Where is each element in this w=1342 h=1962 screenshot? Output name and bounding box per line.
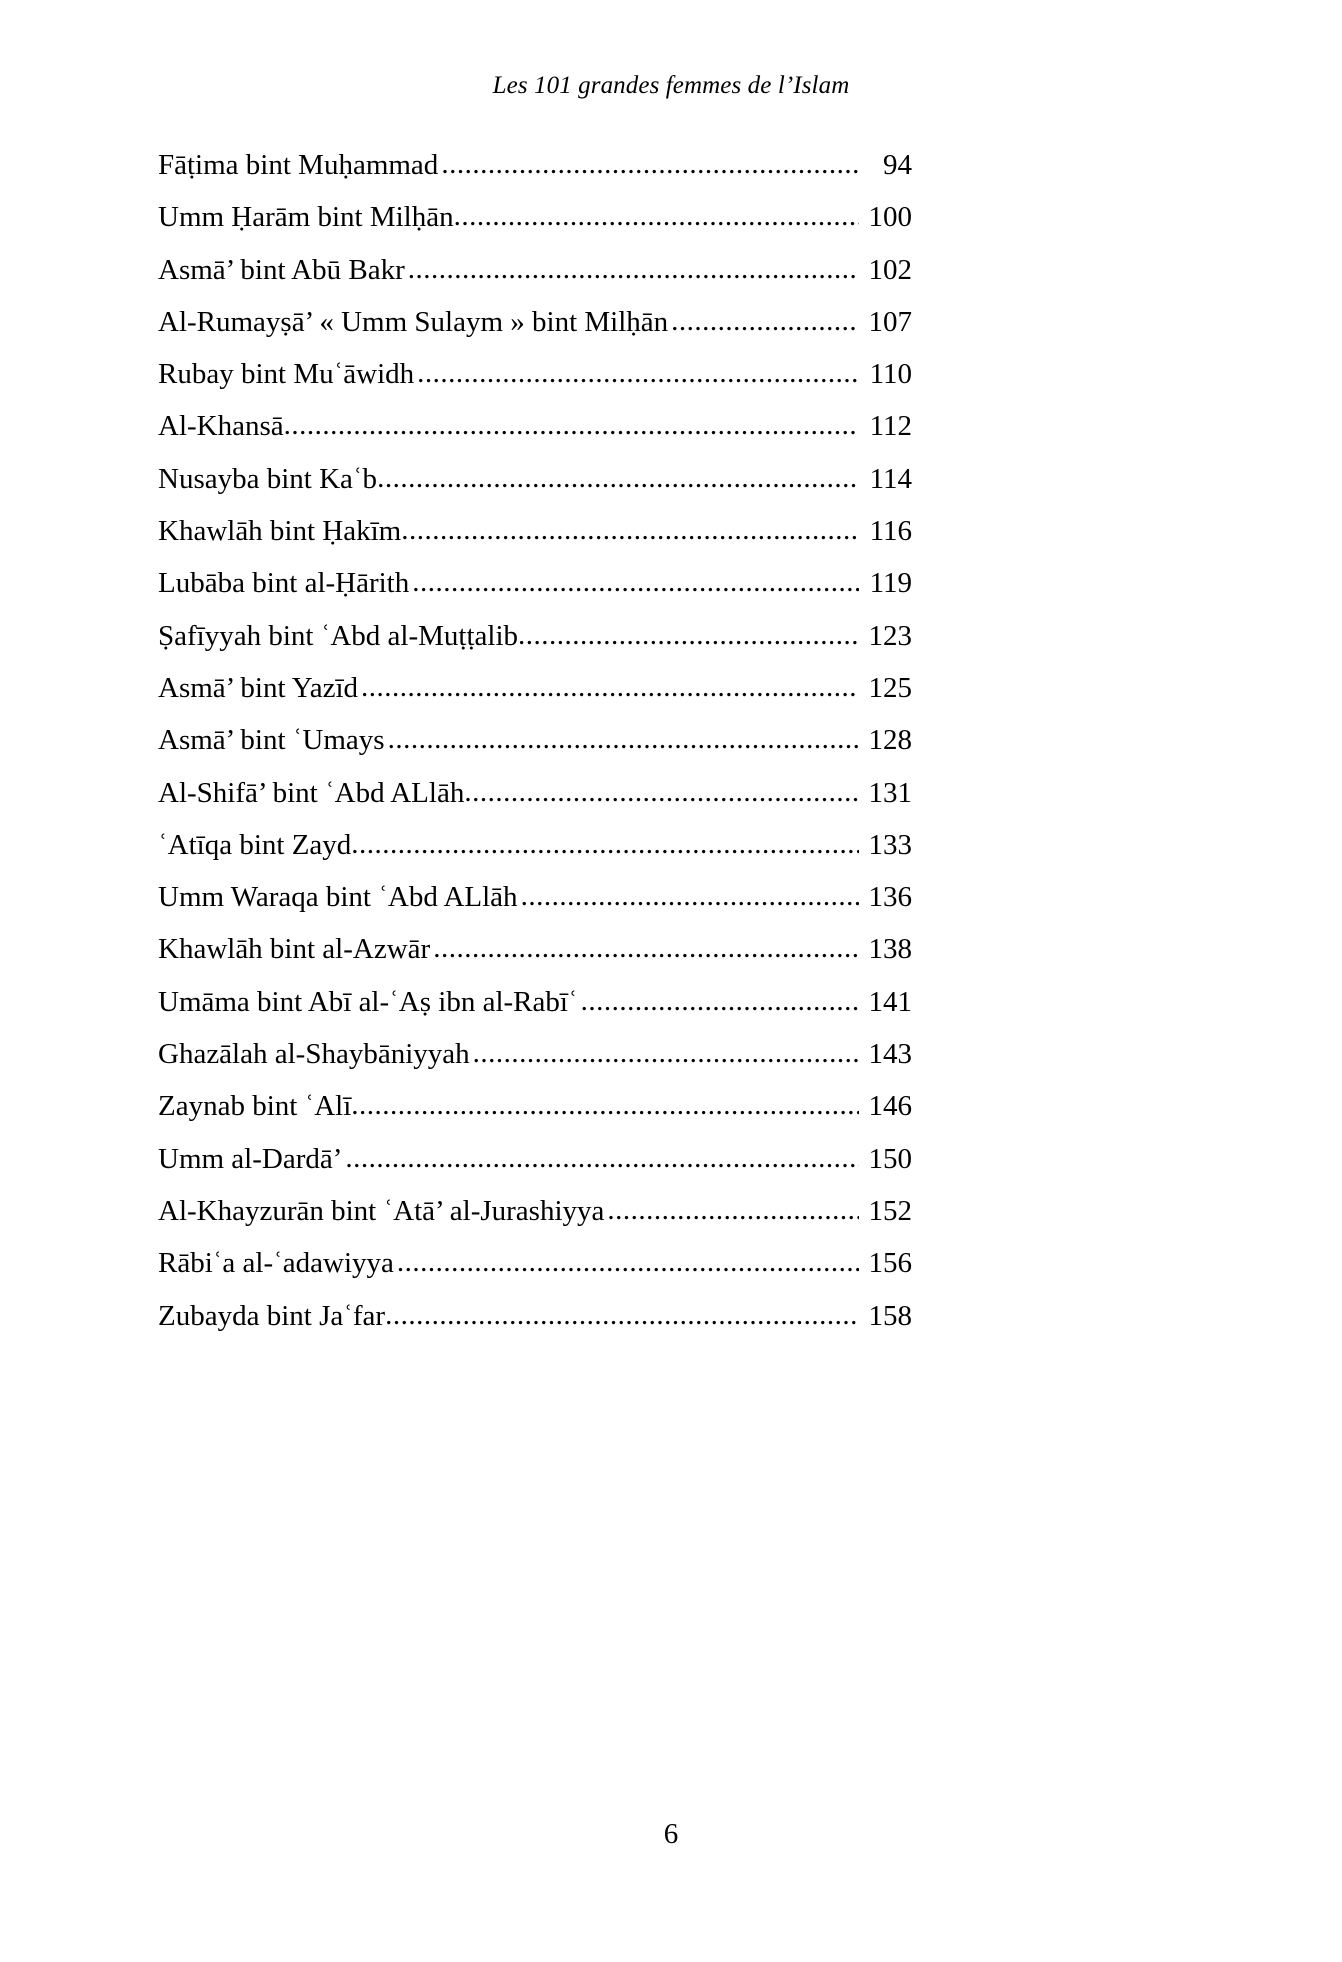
toc-entry[interactable]	[158, 934, 912, 986]
toc-leader-dots	[433, 933, 859, 963]
toc-leader-dots	[345, 1143, 859, 1173]
toc-entry[interactable]	[158, 621, 912, 673]
toc-entry[interactable]	[158, 202, 912, 254]
toc-entry-title: Khawlāh bint Ḥakīm	[158, 515, 402, 548]
toc-entry-title: Khawlāh bint al-Azwār	[158, 933, 431, 966]
toc-entry-title: Zubayda bint Jaʿfar	[158, 1299, 386, 1332]
toc-leader-dots	[397, 1247, 859, 1277]
toc-entry[interactable]	[158, 150, 912, 202]
toc-entry[interactable]	[158, 307, 912, 359]
toc-entry[interactable]	[158, 1196, 912, 1248]
toc-entry[interactable]	[158, 359, 912, 411]
toc-entry-page-number: 143	[868, 1038, 912, 1071]
toc-entry-page-number: 112	[869, 410, 912, 443]
toc-entry-page-number: 102	[868, 253, 912, 286]
toc-entry[interactable]	[158, 673, 912, 725]
toc-leader-dots	[361, 672, 859, 702]
toc-entry[interactable]	[158, 987, 912, 1039]
toc-entry[interactable]	[158, 464, 912, 516]
toc-entry-page-number: 119	[869, 567, 912, 600]
toc-leader-dots	[581, 986, 859, 1016]
toc-entry-title: Asmā’ bint Abū Bakr	[158, 253, 405, 286]
toc-leader-dots	[454, 201, 859, 231]
toc-leader-dots	[408, 254, 859, 284]
toc-leader-dots	[473, 1038, 859, 1068]
toc-entry-page-number: 123	[868, 619, 912, 652]
toc-entry-page-number: 114	[869, 462, 912, 495]
toc-entry-page-number: 107	[868, 305, 912, 338]
toc-entry[interactable]	[158, 778, 912, 830]
toc-leader-dots	[521, 881, 859, 911]
toc-entry[interactable]	[158, 1248, 912, 1300]
toc-leader-dots	[607, 1195, 859, 1225]
toc-entry-title: Lubāba bint al-Ḥārith	[158, 567, 410, 600]
toc-entry-title: Umm al-Dardā’	[158, 1142, 343, 1175]
toc-entry[interactable]	[158, 1301, 912, 1353]
toc-leader-dots	[417, 358, 859, 388]
toc-entry-page-number: 158	[868, 1299, 912, 1332]
toc-entry-page-number: 138	[868, 933, 912, 966]
toc-entry[interactable]	[158, 411, 912, 463]
toc-entry-page-number: 136	[868, 881, 912, 914]
toc-entry-title: Umm Ḥarām bint Milḥān	[158, 201, 454, 234]
toc-entry-title: Asmā’ bint Yazīd	[158, 671, 359, 704]
toc-entry[interactable]	[158, 568, 912, 620]
toc-entry-title: Al-Khayzurān bint ʿAtā’ al-Jurashiyya	[158, 1194, 605, 1227]
toc-leader-dots	[401, 515, 859, 545]
toc-leader-dots	[385, 1300, 859, 1330]
toc-entry-page-number: 150	[868, 1142, 912, 1175]
toc-entry-page-number: 131	[868, 776, 912, 809]
page-number-folio: 6	[663, 1818, 679, 1850]
toc-entry-page-number: 128	[868, 724, 912, 757]
toc-leader-dots	[351, 829, 859, 859]
toc-leader-dots	[441, 149, 859, 179]
toc-entry[interactable]	[158, 516, 912, 568]
toc-entry-title: Al-Shifā’ bint ʿAbd ALlāh	[158, 776, 465, 809]
toc-leader-dots	[412, 567, 859, 597]
toc-leader-dots	[388, 724, 859, 754]
toc-entry-page-number: 100	[868, 201, 912, 234]
toc-entry[interactable]	[158, 1144, 912, 1196]
toc-entry-page-number: 94	[883, 149, 912, 181]
toc-leader-dots	[351, 1090, 859, 1120]
toc-entry-page-number: 146	[868, 1090, 912, 1123]
toc-entry-title: Rubay bint Muʿāwidh	[158, 358, 415, 391]
toc-entry-title: Al-Khansā	[158, 410, 284, 443]
toc-entry-page-number: 141	[868, 985, 912, 1018]
toc-entry-title: Al-Rumayṣā’ « Umm Sulaym » bint Milḥān	[158, 305, 669, 338]
toc-entry-title: Umāma bint Abī al-ʿAṣ ibn al-Rabīʿ	[158, 985, 578, 1018]
toc-leader-dots	[518, 620, 859, 650]
running-head: Les 101 grandes femmes de l’Islam	[492, 72, 850, 99]
toc-entry-title: Ghazālah al-Shaybāniyyah	[158, 1038, 470, 1071]
toc-entry-title: ʿAtīqa bint Zayd	[158, 828, 352, 861]
toc-entry-page-number: 125	[868, 671, 912, 704]
toc-leader-dots	[377, 463, 859, 493]
toc-entry-page-number: 152	[868, 1194, 912, 1227]
toc-entry[interactable]	[158, 882, 912, 934]
toc-entry[interactable]	[158, 255, 912, 307]
toc-entry-page-number: 110	[869, 358, 912, 391]
toc-leader-dots	[671, 306, 859, 336]
toc-entry-title: Ṣafīyyah bint ʿAbd al-Muṭṭalib	[158, 619, 519, 652]
toc-entry[interactable]	[158, 725, 912, 777]
toc-entry-page-number: 133	[868, 828, 912, 861]
toc-leader-dots	[284, 410, 859, 440]
toc-entry-title: Asmā’ bint ʿUmays	[158, 724, 385, 757]
toc-leader-dots	[464, 777, 859, 807]
toc-entry-title: Zaynab bint ʿAlī	[158, 1090, 352, 1123]
toc-entry[interactable]	[158, 830, 912, 882]
toc-entry[interactable]	[158, 1039, 912, 1091]
toc-entry-title: Fāṭima bint Muḥammad	[158, 149, 439, 181]
toc-entry-title: Umm Waraqa bint ʿAbd ALlāh	[158, 881, 518, 914]
toc-entry-page-number: 116	[869, 515, 912, 548]
toc-entry-title: Nusayba bint Kaʿb	[158, 462, 378, 495]
toc-entry[interactable]	[158, 1091, 912, 1143]
table-of-contents	[158, 150, 912, 1353]
toc-entry-page-number: 156	[868, 1247, 912, 1280]
toc-entry-title: Rābiʿa al-ʿadawiyya	[158, 1247, 394, 1280]
